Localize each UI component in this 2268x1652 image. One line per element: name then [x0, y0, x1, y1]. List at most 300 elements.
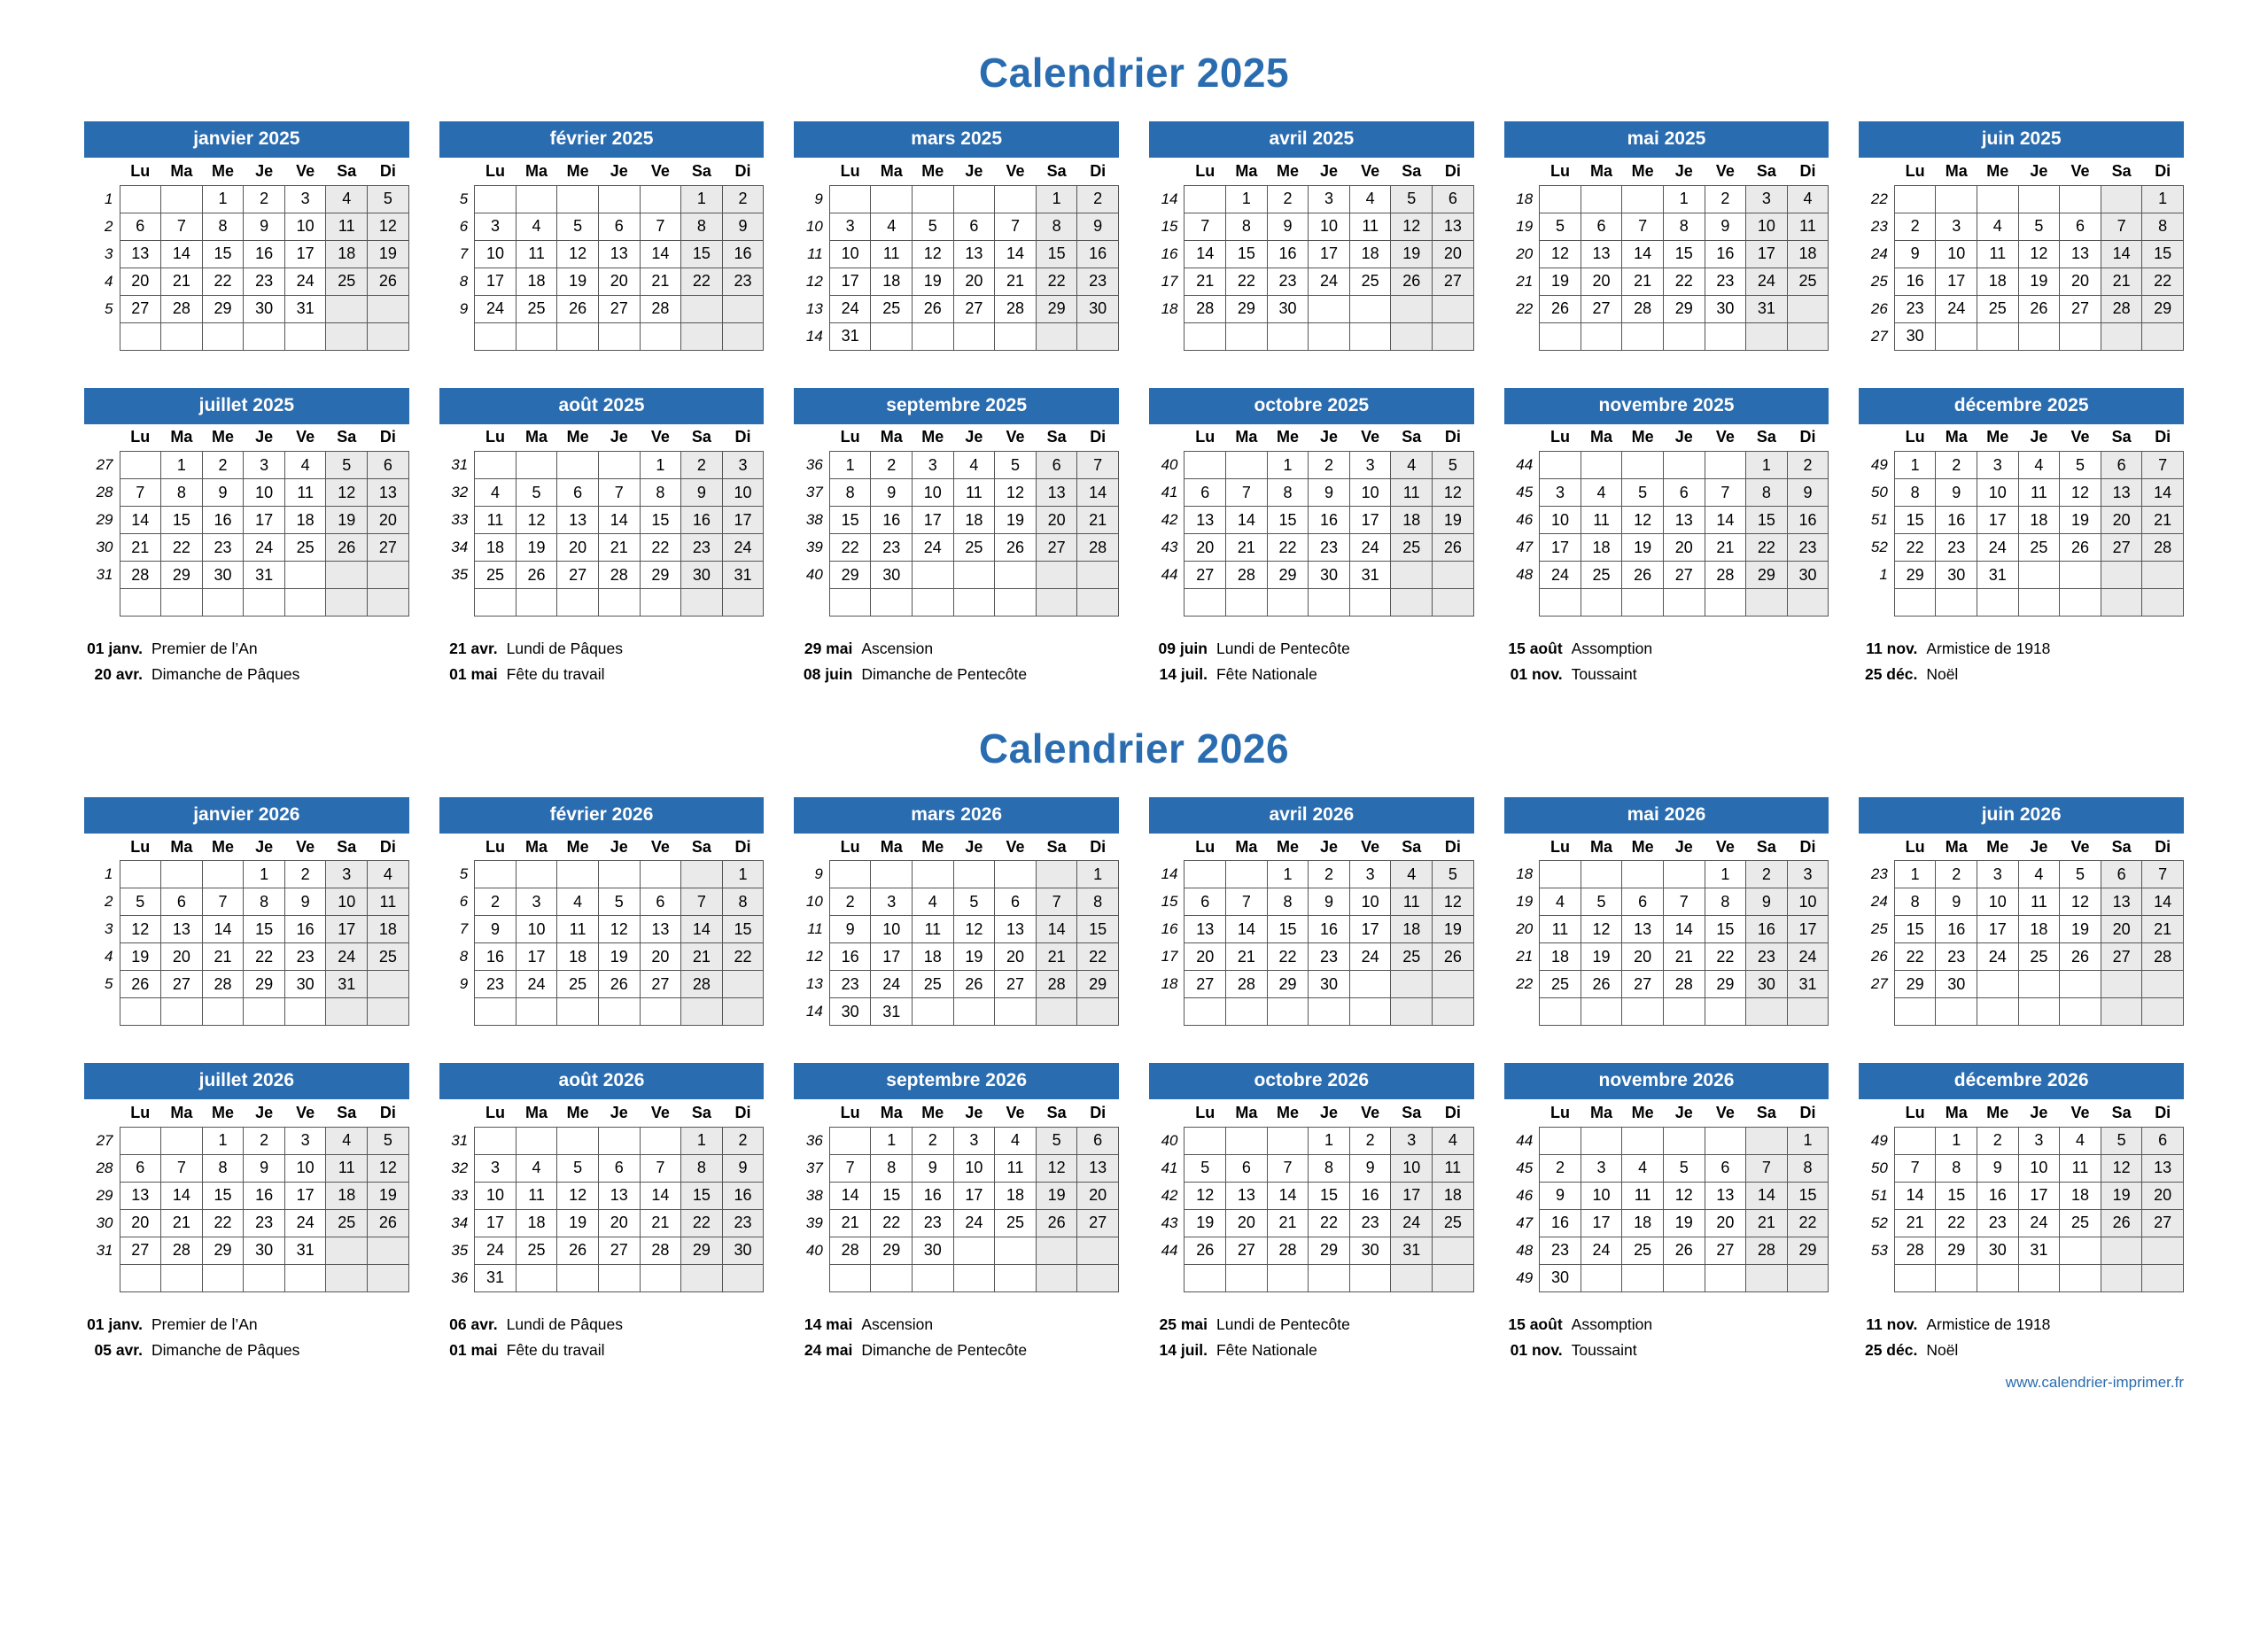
dow-header-sa: Sa: [1756, 428, 1776, 446]
day-cell: 18: [2060, 1182, 2101, 1209]
week-number: 18: [1516, 865, 1534, 883]
dow-header-me: Me: [1276, 1104, 1299, 1121]
month-header: septembre 2026: [794, 1063, 1119, 1099]
day-cell: 15: [202, 1182, 244, 1209]
day-cell: 20: [2060, 268, 2101, 295]
day-cell: 3: [829, 213, 871, 240]
dow-header-ve: Ve: [2070, 428, 2090, 446]
day-cell: 26: [368, 268, 409, 295]
day-cell: 28: [681, 971, 723, 998]
week-row: [1859, 562, 2183, 589]
day-cell-empty: [2101, 1264, 2142, 1291]
day-cell-empty: [516, 185, 557, 213]
day-cell-empty: [871, 322, 913, 350]
day-cell-empty: [1226, 1264, 1268, 1291]
day-cell-empty: [1581, 861, 1622, 888]
week-number: 1: [105, 190, 113, 207]
day-cell: 31: [1787, 971, 1829, 998]
day-cell: 23: [1309, 534, 1350, 562]
day-cell: 8: [161, 479, 203, 507]
day-cell: 15: [244, 916, 285, 943]
day-cell: 4: [475, 479, 517, 507]
week-number: 29: [96, 1186, 113, 1204]
day-cell-empty: [2018, 998, 2060, 1026]
week-row: [1859, 998, 2183, 1026]
day-cell: 9: [871, 479, 913, 507]
day-cell: 11: [1540, 916, 1581, 943]
day-cell: 18: [1391, 916, 1433, 943]
day-cell: 28: [120, 562, 161, 589]
week-row: [84, 213, 408, 240]
week-row: [439, 534, 764, 562]
day-cell-empty: [1391, 295, 1433, 322]
week-number-header: [1859, 424, 1894, 452]
day-cell-empty: [1936, 589, 1977, 617]
week-number: 33: [451, 511, 469, 528]
day-cell: 17: [1787, 916, 1829, 943]
day-cell-empty: [1433, 295, 1474, 322]
dow-header-di: Di: [2155, 1104, 2171, 1121]
day-cell: 17: [1936, 268, 1977, 295]
day-cell: 22: [1309, 1209, 1350, 1237]
day-cell: 16: [1936, 916, 1977, 943]
month-block: [1149, 388, 1474, 617]
day-cell: 15: [1267, 916, 1309, 943]
week-number: 31: [96, 1241, 113, 1259]
holiday-date: 01 janv.: [87, 640, 143, 657]
day-cell: 5: [1184, 1154, 1226, 1182]
day-cell: 13: [995, 916, 1037, 943]
dow-header-sa: Sa: [2111, 161, 2132, 180]
dow-header-lu: Lu: [130, 428, 151, 446]
week-number: 14: [1161, 190, 1178, 207]
day-cell: 18: [1622, 1209, 1664, 1237]
day-cell-empty: [1433, 998, 1474, 1026]
week-row: [84, 888, 408, 916]
holiday-date: 15 août: [1508, 1315, 1563, 1333]
day-cell: 12: [326, 479, 368, 507]
day-cell: 5: [1433, 452, 1474, 479]
dow-header-me: Me: [211, 837, 234, 856]
week-number: 44: [1516, 1131, 1534, 1149]
day-cell: 17: [1581, 1209, 1622, 1237]
day-cell: 10: [722, 479, 764, 507]
day-cell: 13: [1622, 916, 1664, 943]
day-cell: 15: [2142, 240, 2184, 268]
month-block: [1859, 797, 2184, 1027]
day-cell: 28: [1036, 971, 1077, 998]
day-cell: 2: [1309, 452, 1350, 479]
week-number: 9: [814, 190, 823, 207]
week-row: [439, 1154, 764, 1182]
day-cell: 20: [1184, 534, 1226, 562]
day-cell-empty: [1663, 589, 1705, 617]
day-cell: 26: [1663, 1237, 1705, 1264]
day-cell: 4: [1977, 213, 2019, 240]
week-row: [1859, 589, 2183, 617]
day-cell-empty: [598, 998, 640, 1026]
dow-header-lu: Lu: [840, 161, 860, 180]
dow-header-ve: Ve: [650, 161, 670, 180]
dow-header-sa: Sa: [337, 161, 357, 180]
day-cell: 5: [1622, 479, 1664, 507]
holiday-row: [84, 1312, 409, 1338]
day-cell-empty: [1226, 1127, 1268, 1154]
day-cell: 12: [1663, 1182, 1705, 1209]
week-number: 2: [105, 217, 113, 235]
day-cell: 12: [1622, 507, 1664, 534]
day-cell: 30: [871, 562, 913, 589]
day-cell-empty: [953, 1264, 995, 1291]
day-cell-empty: [995, 1237, 1037, 1264]
dow-header-me: Me: [1276, 837, 1299, 856]
day-cell: 28: [1226, 971, 1268, 998]
day-cell: 13: [368, 479, 409, 507]
day-cell: 27: [1036, 534, 1077, 562]
dow-header-lu: Lu: [840, 428, 860, 446]
week-number: 36: [805, 1131, 823, 1149]
day-cell: 3: [1540, 479, 1581, 507]
day-cell: 14: [161, 240, 203, 268]
day-cell: 13: [1663, 507, 1705, 534]
holiday-row: [439, 662, 765, 687]
day-cell: 15: [1894, 507, 1936, 534]
day-cell: 29: [1894, 562, 1936, 589]
day-cell: 11: [1977, 240, 2019, 268]
dow-header-di: Di: [1799, 161, 1816, 180]
day-cell: 14: [161, 1182, 203, 1209]
week-row: [84, 1264, 408, 1291]
dow-header-me: Me: [1631, 161, 1654, 180]
day-cell: 7: [681, 888, 723, 916]
week-row: [1859, 888, 2183, 916]
week-row: [1149, 888, 1473, 916]
week-row: [1859, 213, 2183, 240]
day-cell: 18: [1977, 268, 2019, 295]
day-cell: 3: [1349, 861, 1391, 888]
day-cell-empty: [1977, 322, 2019, 350]
dow-header-di: Di: [1444, 837, 1461, 856]
day-cell: 2: [202, 452, 244, 479]
week-row: [439, 185, 764, 213]
day-cell: 27: [2060, 295, 2101, 322]
day-cell: 1: [202, 185, 244, 213]
day-cell: 13: [120, 1182, 161, 1209]
week-number: [1149, 322, 1184, 350]
day-cell: 20: [1184, 943, 1226, 971]
day-cell: 18: [995, 1182, 1037, 1209]
day-cell: 12: [516, 507, 557, 534]
month-block: [1149, 797, 1474, 1027]
day-cell: 6: [1705, 1154, 1746, 1182]
day-cell-empty: [284, 322, 326, 350]
week-number: 12: [805, 948, 823, 966]
week-number: 34: [451, 539, 469, 555]
dow-header-je: Je: [965, 1104, 983, 1121]
day-cell: 20: [2101, 916, 2142, 943]
day-cell-empty: [598, 452, 640, 479]
week-row: [1504, 1182, 1829, 1209]
holiday-column: [84, 636, 409, 687]
day-cell: 10: [953, 1154, 995, 1182]
week-row: [1149, 322, 1473, 350]
day-cell: 11: [516, 240, 557, 268]
day-cell: 6: [2101, 452, 2142, 479]
day-cell: 2: [475, 888, 517, 916]
day-cell-empty: [2142, 562, 2184, 589]
day-cell: 16: [202, 507, 244, 534]
day-cell: 7: [1226, 888, 1268, 916]
week-row: [1149, 507, 1473, 534]
day-cell: 19: [557, 268, 599, 295]
week-number: 49: [1870, 456, 1888, 473]
day-cell-empty: [1787, 998, 1829, 1026]
website-link[interactable]: www.calendrier-imprimer.fr: [2005, 1373, 2184, 1391]
day-cell: 17: [829, 268, 871, 295]
day-cell: 25: [1391, 534, 1433, 562]
day-cell-empty: [953, 998, 995, 1026]
day-cell: 5: [1663, 1154, 1705, 1182]
day-cell: 11: [516, 1182, 557, 1209]
day-cell-empty: [1746, 322, 1788, 350]
day-cell: 18: [516, 268, 557, 295]
month-table: [1859, 1099, 2184, 1292]
day-cell: 25: [475, 562, 517, 589]
day-cell: 22: [681, 1209, 723, 1237]
day-cell-empty: [1036, 1237, 1077, 1264]
dow-header-sa: Sa: [1046, 1104, 1067, 1121]
day-cell: 21: [1226, 943, 1268, 971]
day-cell: 19: [1622, 534, 1664, 562]
day-cell: 21: [598, 534, 640, 562]
week-row: [84, 861, 408, 888]
holiday-name: Toussaint: [1571, 664, 1637, 683]
month-header: juillet 2025: [84, 388, 409, 424]
day-cell: 2: [681, 452, 723, 479]
week-row: [794, 589, 1118, 617]
week-row: [84, 322, 408, 350]
day-cell: 20: [598, 268, 640, 295]
day-cell: 31: [284, 295, 326, 322]
week-row: [1504, 185, 1829, 213]
week-row: [439, 240, 764, 268]
day-cell: 19: [913, 268, 954, 295]
day-cell: 29: [161, 562, 203, 589]
week-row: [794, 295, 1118, 322]
day-cell: 25: [1977, 295, 2019, 322]
day-cell: 3: [475, 1154, 517, 1182]
day-cell-empty: [1540, 998, 1581, 1026]
day-cell: 9: [681, 479, 723, 507]
day-cell-empty: [1622, 1127, 1664, 1154]
week-number: 49: [1516, 1268, 1534, 1286]
day-cell-empty: [1581, 1264, 1622, 1291]
day-cell: 10: [1309, 213, 1350, 240]
day-cell: 25: [913, 971, 954, 998]
holiday-row: [84, 636, 409, 662]
day-cell-empty: [2060, 589, 2101, 617]
day-cell: 29: [1267, 562, 1309, 589]
day-cell: 4: [516, 213, 557, 240]
day-cell: 7: [2142, 452, 2184, 479]
day-cell-empty: [1036, 861, 1077, 888]
holiday-row: [794, 662, 1119, 687]
day-cell: 8: [202, 213, 244, 240]
day-cell: 15: [722, 916, 764, 943]
day-cell: 6: [1663, 479, 1705, 507]
week-number: [84, 998, 120, 1026]
dow-header-ma: Ma: [1945, 837, 1968, 856]
dow-header-ma: Ma: [1235, 1104, 1258, 1121]
week-number: 8: [459, 948, 469, 966]
day-cell-empty: [1622, 861, 1664, 888]
day-cell: 4: [1391, 861, 1433, 888]
week-row: [1504, 971, 1829, 998]
day-cell: 16: [284, 916, 326, 943]
day-cell: 1: [1267, 452, 1309, 479]
day-cell: 26: [913, 295, 954, 322]
day-cell-empty: [1663, 322, 1705, 350]
day-cell: 31: [1746, 295, 1788, 322]
week-row: [84, 268, 408, 295]
dow-header-ve: Ve: [1006, 837, 1025, 856]
day-cell: 19: [557, 1209, 599, 1237]
day-cell: 14: [1663, 916, 1705, 943]
week-row: [439, 1182, 764, 1209]
day-cell: 15: [1226, 240, 1268, 268]
day-cell: 27: [1184, 971, 1226, 998]
dow-header-lu: Lu: [1195, 837, 1216, 856]
day-cell: 2: [244, 185, 285, 213]
day-cell: 12: [2060, 479, 2101, 507]
day-cell: 28: [1226, 562, 1268, 589]
holiday-row: [1859, 1338, 2184, 1363]
week-number: 40: [1161, 1131, 1178, 1149]
dow-header-di: Di: [1090, 837, 1107, 856]
week-number: 21: [1516, 272, 1534, 290]
day-cell: 27: [557, 562, 599, 589]
months-grid-2026-first-half: [84, 797, 2184, 1027]
week-number: 23: [1870, 865, 1888, 883]
day-cell: 17: [1391, 1182, 1433, 1209]
day-cell: 10: [284, 213, 326, 240]
day-cell: 24: [1349, 943, 1391, 971]
day-cell: 4: [284, 452, 326, 479]
week-number-header: [1504, 424, 1540, 452]
holiday-column: [1504, 1312, 1829, 1363]
dow-header-ma: Ma: [1945, 161, 1968, 180]
day-cell: 21: [1184, 268, 1226, 295]
day-cell-empty: [161, 861, 203, 888]
day-cell: 7: [640, 1154, 681, 1182]
day-cell: 3: [475, 213, 517, 240]
day-cell: 16: [244, 1182, 285, 1209]
month-table: [1504, 158, 1829, 351]
day-cell-empty: [913, 322, 954, 350]
day-cell-empty: [1936, 998, 1977, 1026]
week-row: [84, 971, 408, 998]
day-cell-empty: [1184, 589, 1226, 617]
day-cell-empty: [120, 589, 161, 617]
day-cell-empty: [995, 589, 1037, 617]
holiday-date: 01 nov.: [1510, 664, 1563, 683]
day-cell: 25: [284, 534, 326, 562]
day-cell: 29: [871, 1237, 913, 1264]
week-number: 24: [1870, 893, 1888, 911]
day-cell: 7: [120, 479, 161, 507]
day-cell-empty: [2018, 185, 2060, 213]
day-cell: 8: [871, 1154, 913, 1182]
week-number: 10: [805, 217, 823, 235]
day-cell: 14: [1077, 479, 1119, 507]
week-row: [1149, 1264, 1473, 1291]
day-cell: 9: [244, 1154, 285, 1182]
spacer: [84, 1026, 2184, 1063]
dow-header-je: Je: [255, 1104, 274, 1121]
week-row: [1859, 268, 2183, 295]
day-cell: 1: [681, 185, 723, 213]
day-cell-empty: [120, 185, 161, 213]
holiday-row: [1504, 1312, 1829, 1338]
day-cell: 9: [1267, 213, 1309, 240]
day-cell: 28: [2142, 943, 2184, 971]
day-cell: 2: [1787, 452, 1829, 479]
day-cell: 20: [1581, 268, 1622, 295]
day-cell: 17: [1977, 507, 2019, 534]
day-cell: 12: [1036, 1154, 1077, 1182]
day-cell-empty: [475, 452, 517, 479]
day-cell: 6: [1226, 1154, 1268, 1182]
holiday-date: 01 janv.: [87, 1315, 143, 1333]
day-cell: 21: [829, 1209, 871, 1237]
day-cell: 10: [1977, 479, 2019, 507]
day-cell-empty: [161, 1127, 203, 1154]
week-number: 11: [807, 244, 823, 262]
holiday-name: Lundi de Pentecôte: [1216, 1315, 1350, 1333]
day-cell: 1: [681, 1127, 723, 1154]
footer: [0, 1363, 2268, 1392]
day-cell: 14: [1894, 1182, 1936, 1209]
day-cell-empty: [1622, 322, 1664, 350]
day-cell-empty: [953, 589, 995, 617]
day-cell: 10: [1977, 888, 2019, 916]
day-cell: 24: [326, 943, 368, 971]
week-number: 44: [1161, 566, 1178, 583]
dow-header-me: Me: [211, 161, 234, 180]
month-block: [794, 121, 1119, 351]
day-cell: 12: [2018, 240, 2060, 268]
day-cell-empty: [1581, 322, 1622, 350]
holiday-name: Assomption: [1571, 640, 1653, 657]
week-row: [794, 916, 1118, 943]
holiday-name: Fête Nationale: [1216, 1340, 1317, 1359]
day-cell-empty: [953, 1237, 995, 1264]
day-cell-empty: [2018, 589, 2060, 617]
day-cell: 17: [326, 916, 368, 943]
day-cell: 9: [1936, 888, 1977, 916]
day-cell: 6: [1077, 1127, 1119, 1154]
dow-header-je: Je: [1674, 428, 1693, 446]
week-number: [439, 322, 475, 350]
dow-header-ve: Ve: [1715, 1104, 1735, 1121]
day-cell: 4: [326, 185, 368, 213]
day-cell-empty: [1309, 998, 1350, 1026]
day-cell: 3: [953, 1127, 995, 1154]
day-cell-empty: [516, 589, 557, 617]
day-cell: 22: [1787, 1209, 1829, 1237]
day-cell: 10: [1349, 479, 1391, 507]
week-number: 22: [1516, 975, 1534, 993]
